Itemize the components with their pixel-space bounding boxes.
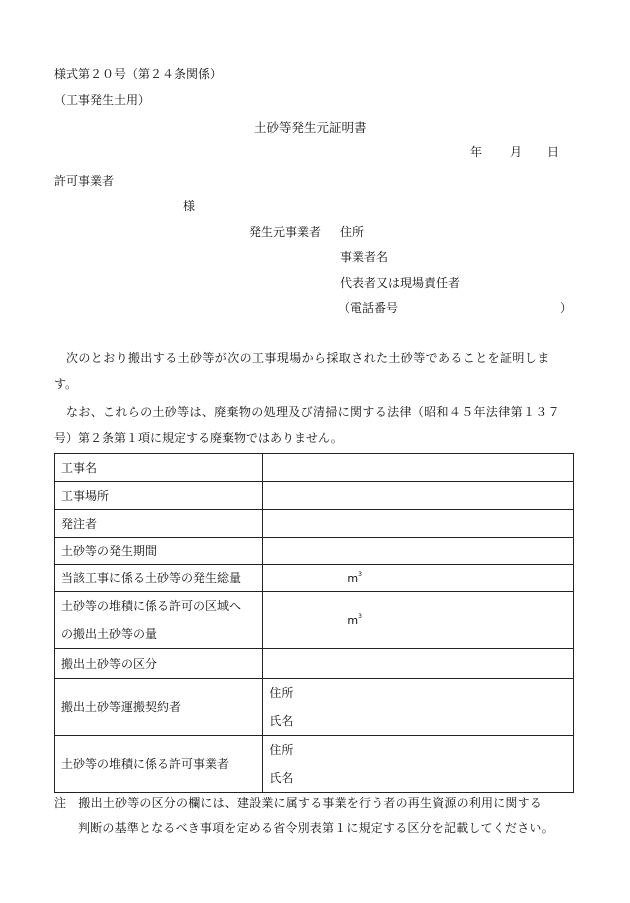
field-total-volume[interactable] [263,565,574,592]
addressee-honorific: 様 [183,199,196,213]
date-month: 月 [510,145,523,159]
label-classification: 搬出土砂等の区分 [55,649,263,679]
field-permitted-operator[interactable] [263,736,574,793]
certificate-table [54,453,574,793]
row-generation-period [55,538,574,565]
label-transport-contractor: 搬出土砂等運搬契約者 [55,679,263,736]
label-permitted-volume-line-2: の搬出土砂等の量 [61,627,158,641]
label-orderer: 発注者 [55,510,263,538]
label-construction-site: 工事場所 [55,482,263,510]
form-number: 様式第２０号（第２４条関係） [54,67,223,81]
certification-line-1: 次のとおり搬出する土砂等が次の工事現場から採取された土砂等であることを証明しま [66,351,550,365]
waste-disclaimer-paragraph [54,406,576,446]
issuer-label: 発生元事業者 [249,225,322,239]
field-construction-site[interactable] [263,482,574,510]
label-permitted-operator: 土砂等の堆積に係る許可事業者 [55,736,263,793]
transport-contractor-name-label: 氏名 [269,714,294,728]
row-transport-contractor [55,679,574,736]
field-permitted-volume[interactable] [263,592,574,649]
form-subtitle: （工事発生土用） [54,93,151,107]
label-total-volume: 当該工事に係る土砂等の発生総量 [55,565,263,592]
field-orderer[interactable] [263,510,574,538]
addressee-label: 許可事業者 [54,174,115,188]
permitted-operator-name-label: 氏名 [269,771,294,785]
transport-contractor-address-label: 住所 [269,686,294,700]
field-generation-period[interactable] [263,538,574,565]
row-orderer [55,510,574,538]
row-construction-site [55,482,574,510]
label-permitted-volume [55,592,263,649]
issuer-phone-label: （電話番号 [338,301,399,315]
issuer-representative-label: 代表者又は現場責任者 [340,276,461,290]
date-year: 年 [470,145,483,159]
row-permitted-operator [55,736,574,793]
volume-unit: $m^3$ [347,571,362,585]
row-construction-name [55,454,574,482]
issuer-phone-close: ） [560,301,573,315]
certification-paragraph [54,352,576,392]
disclaimer-line-2: 号）第２条第１項に規定する廃棄物ではありません。 [54,431,343,445]
permitted-operator-address-label: 住所 [269,743,294,757]
issuer-name-label: 事業者名 [340,250,389,264]
field-construction-name[interactable] [263,454,574,482]
label-construction-name: 工事名 [55,454,263,482]
row-classification [55,649,574,679]
label-permitted-volume-line-1: 土砂等の堆積に係る許可の区域へ [61,599,242,613]
row-total-volume [55,565,574,592]
field-transport-contractor[interactable] [263,679,574,736]
label-generation-period: 土砂等の発生期間 [55,538,263,565]
document-title: 土砂等発生元証明書 [254,120,367,135]
date-day: 日 [547,145,560,159]
footnote-line-1: 注 搬出土砂等の区分の欄には、建設業に属する事業を行う者の再生資源の利用に関する [54,796,543,810]
row-permitted-volume [55,592,574,649]
issuer-address-label: 住所 [340,225,365,239]
certification-line-2: す。 [54,377,78,391]
volume-unit: $m^3$ [347,613,362,627]
footnote-line-2: 判断の基準となるべき事項を定める省令別表第１に規定する区分を記載してください。 [78,821,554,835]
field-classification[interactable] [263,649,574,679]
disclaimer-line-1: なお、これらの土砂等は、廃棄物の処理及び清掃に関する法律（昭和４５年法律第１３７ [66,405,561,419]
